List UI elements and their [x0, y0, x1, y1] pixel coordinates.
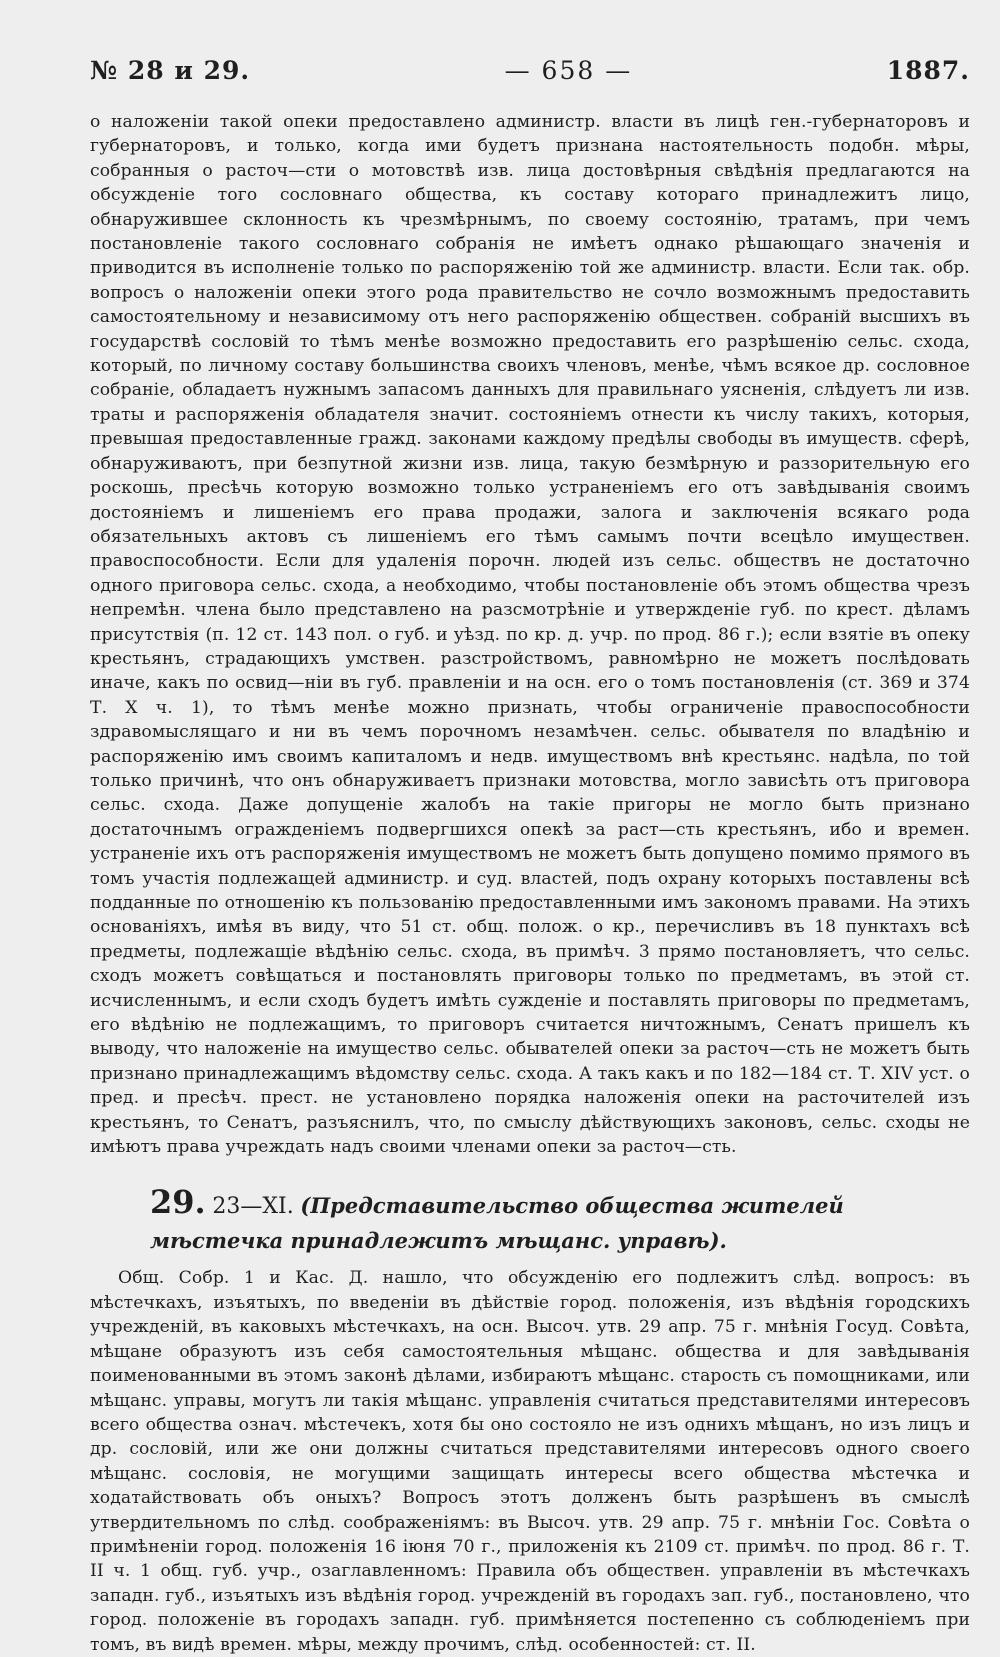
section-number: 29. — [150, 1183, 206, 1222]
section-title: (Представительство общества жителей мѣстечка принадлежитъ мѣщанс. управѣ). — [150, 1193, 844, 1254]
section-heading — [150, 1185, 970, 1258]
year: 1887. — [886, 56, 970, 85]
section-date: 23—XI. — [212, 1194, 294, 1220]
section-paragraph: Общ. Собр. 1 и Кас. Д. нашло, что обсужденію его подлежитъ слѣд. вопросъ: въ мѣстечкахъ, изъятыхъ, по введеніи въ дѣйствіе город. положенія, изъ вѣдѣнія городскихъ учрежденій, въ каковыхъ мѣстечкахъ, на осн. Высоч. утв. 29 апр. 75 г. мнѣнія Госуд. Совѣта, мѣщане образуютъ изъ себя самостоятельныя мѣщанс. общества и для завѣдыванія поименованными въ этомъ законѣ дѣлами, избираютъ мѣщанс. старость съ помощниками, или мѣщанс. управы, могутъ ли такія мѣщанс. управленія считаться представителями интересовъ всего общества означ. мѣстечекъ, хотя бы оно состояло не изъ однихъ мѣщанъ, но изъ лицъ и др. сословій, или же они должны считаться представителями интересовъ одного своего мѣщанс. сословія, не могущими защищать интересы всего общества мѣстечка и ходатайствовать объ оныхъ? Вопросъ этотъ долженъ быть разрѣшенъ въ смыслѣ утвердительномъ по слѣд. соображеніямъ: въ Высоч. утв. 29 апр. 75 г. мнѣніи Гос. Совѣта о примѣненіи город. положенія 16 іюня 70 г., приложенія къ 2109 ст. примѣч. по прод. 86 г. Т. II ч. 1 общ. губ. учр., озаглавленномъ: Правила объ обществен. управленіи въ мѣстечкахъ западн. губ., изъятыхъ изъ вѣдѣнія город. учрежденій въ городахъ зап. губ., постановлено, что город. положеніе въ городахъ западн. губ. примѣняется постепенно съ соблюденіемъ при томъ, въ видѣ времен. мѣры, между прочимъ, слѣд. особенностей: ст. II. — [90, 1268, 970, 1655]
page-number: — 658 — — [504, 56, 633, 85]
issue-number: № 28 и 29. — [90, 56, 251, 85]
page-header — [90, 56, 970, 110]
body-paragraph: о наложенiи такой опеки предоставлено администр. власти въ лицѣ ген.-губернаторовъ и губернаторовъ, и только, когда ими будетъ признана настоятельность подобн. мѣры, собранныя о расточ—сти о мотовствѣ изв. лица достовѣрныя свѣдѣнія предлагаются на обсужденіе того сословнаго общества, къ составу котораго принадлежитъ лицо, обнаружившее склонность къ чрезмѣрнымъ, по своему состоянію, тратамъ, при чемъ постановленіе такого сословнаго собранія не имѣетъ однако рѣшающаго значенія и приводится въ исполненіе только по распоряженію той же администр. власти. Если так. обр. вопросъ о наложеніи опеки этого рода правительство не сочло возможнымъ предоставить самостоятельному и независимому отъ него распоряженію обществен. собраній высшихъ въ государствѣ сословій то тѣмъ менѣе возможно предоставить его разрѣшенію сельс. схода, который, по личному составу большинства своихъ членовъ, менѣе, чѣмъ всякое др. сословное собраніе, обладаетъ нужнымъ запасомъ данныхъ для правильнаго уясненія, слѣдуетъ ли изв. траты и распоряженія обладателя значит. состояніемъ отнести къ числу такихъ, которыя, превышая предоставленные гражд. законами каждому предѣлы свободы въ имуществ. сферѣ, обнаруживаютъ, при безпутной жизни изв. лица, такую безмѣрную и раззорительную его роскошь, пресѣчь которую возможно только устраненіемъ его отъ завѣдыванія своимъ достояніемъ и лишеніемъ его права продажи, залога и заключенія всякаго рода обязательныхъ актовъ съ лишеніемъ его тѣмъ самымъ почти всецѣло имуществен. правоспособности. Если для удаленія порочн. людей изъ сельс. обществъ не достаточно одного приговора сельс. схода, а необходимо, чтобы постановленіе объ этомъ общества чрезъ непремѣн. члена было представлено на разсмотрѣніе и утвержденіе губ. по крест. дѣламъ присутствія (п. 12 ст. 143 пол. о губ. и уѣзд. по кр. д. учр. по прод. 86 г.); если взятіе въ опеку крестьянъ, страдающихъ умствен. разстройствомъ, равномѣрно не можетъ послѣдовать иначе, какъ по освид—ніи въ губ. правленіи и на осн. его о томъ постановленія (ст. 369 и 374 Т. X ч. 1), то тѣмъ менѣе можно признать, чтобы ограниченіе правоспособности здравомыслящаго и ни въ чемъ порочномъ незамѣчен. сельс. обывателя по владѣнію и распоряженію имъ своимъ капиталомъ и недв. имуществомъ внѣ крестьянс. надѣла, по той только причинѣ, что онъ обнаруживаетъ признаки мотовства, могло зависѣть отъ приговора сельс. схода. Даже допущеніе жалобъ на такіе пригоры не могло быть признано достаточнымъ огражденіемъ подвергшихся опекѣ за раст—сть крестьянъ, ибо и времен. устраненіе ихъ отъ распоряженія имуществомъ не можетъ быть допущено помимо прямого въ томъ участія подлежащей администр. и суд. властей, подъ охрану которыхъ поставлены всѣ подданные по отношенію къ пользованію предоставленными имъ закономъ правами. На этихъ основаніяхъ, имѣя въ виду, что 51 ст. общ. полож. о кр., перечисливъ въ 18 пунктахъ всѣ предметы, подлежащіе вѣдѣнію сельс. схода, въ примѣч. 3 прямо постановляетъ, что сельс. сходъ можетъ совѣщаться и постановлять приговоры только по предметамъ, въ этой ст. исчисленнымъ, и если сходъ будетъ имѣть сужденіе и поставлять приговоры по предметамъ, его вѣдѣнію не подлежащимъ, то приговоръ считается ничтожнымъ, Сенатъ пришелъ къ выводу, что наложеніе на имущество сельс. обывателей опеки за расточ—сть не можетъ быть признано принадлежащимъ вѣдомству сельс. схода. А такъ какъ и по 182—184 ст. Т. XIV уст. о пред. и пресѣч. прест. не установлено порядка наложенія опеки на расточителей изъ крестьянъ, то Сенатъ, разъяснилъ, что, по смыслу дѣйствующихъ законовъ, сельс. сходы не имѣютъ права учреждать надъ своими членами опеки за расточ—сть. — [90, 112, 970, 1158]
